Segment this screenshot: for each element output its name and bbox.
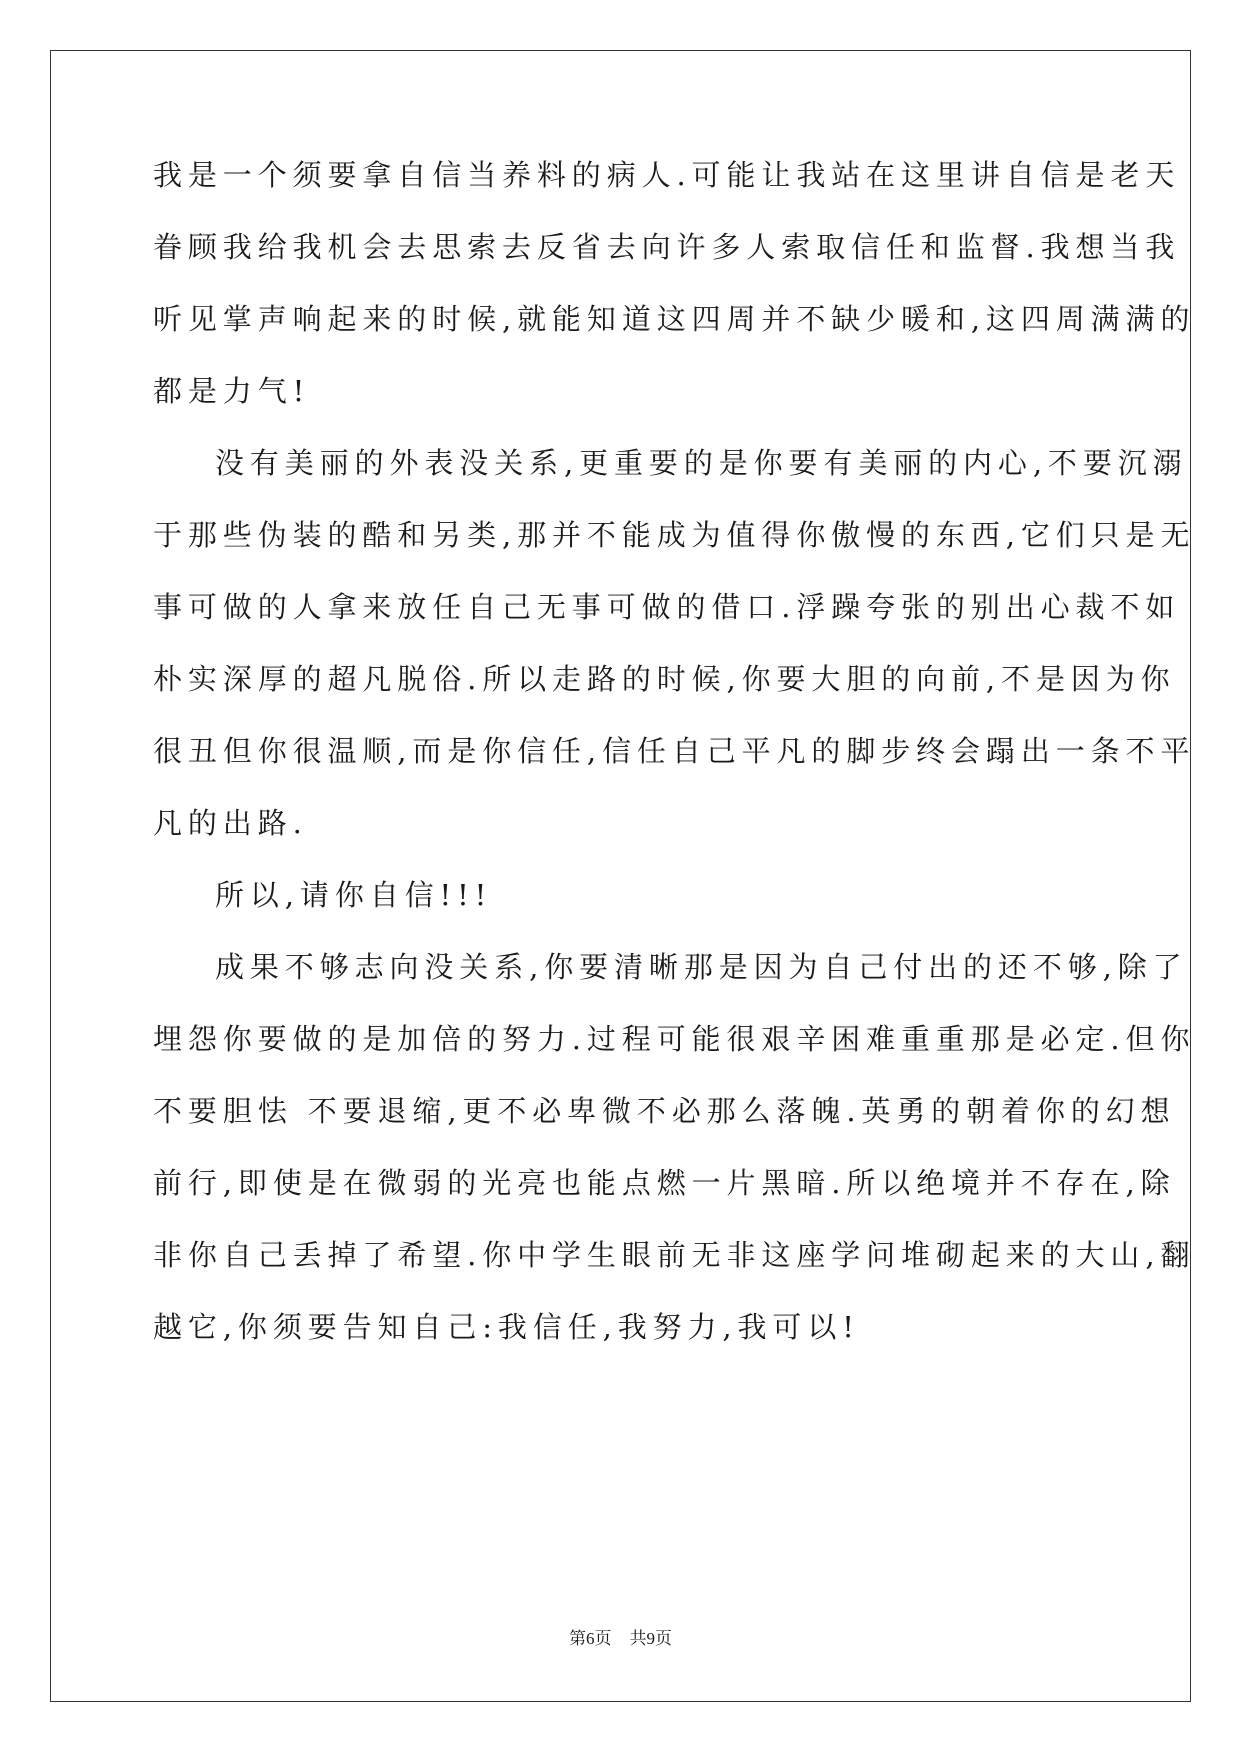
text-line: 很丑但你很温顺,而是你信任,信任自己平凡的脚步终会蹋出一条不平 (153, 734, 1196, 768)
text-line: 我是一个须要拿自信当养料的病人.可能让我站在这里讲自信是老天 (153, 158, 1181, 192)
total-prefix: 共 (629, 1629, 647, 1649)
document-body (153, 155, 1196, 1379)
page-footer (0, 1624, 1241, 1649)
page-suffix: 页 (594, 1629, 612, 1649)
text-line: 不要胆怯 不要退缩,更不必卑微不必那么落魄.英勇的朝着你的幻想 (153, 1094, 1176, 1128)
total-pages: 9 (646, 1629, 655, 1648)
text-line: 都是力气! (153, 374, 311, 408)
text-line: 朴实深厚的超凡脱俗.所以走路的时候,你要大胆的向前,不是因为你 (153, 662, 1176, 696)
text-line: 凡的出路. (153, 806, 308, 840)
total-suffix: 页 (655, 1629, 672, 1649)
text-line: 于那些伪装的酷和另类,那并不能成为值得你傲慢的东西,它们只是无 (153, 518, 1196, 552)
page-prefix: 第 (569, 1629, 586, 1649)
text-line: 前行,即使是在微弱的光亮也能点燃一片黑暗.所以绝境并不存在,除 (153, 1166, 1176, 1200)
text-line: 所以,请你自信!!! (215, 878, 493, 912)
text-line: 没有美丽的外表没关系,更重要的是你要有美丽的内心,不要沉溺 (215, 446, 1188, 480)
text-line: 听见掌声响起来的时候,就能知道这四周并不缺少暖和,这四周满满的 (153, 302, 1196, 336)
text-line: 事可做的人拿来放任自己无事可做的借口.浮躁夸张的别出心裁不如 (153, 590, 1181, 624)
text-line: 越它,你须要告知自己:我信任,我努力,我可以! (153, 1310, 860, 1344)
text-line: 成果不够志向没关系,你要清晰那是因为自己付出的还不够,除了 (215, 950, 1188, 984)
page-number: 6 (586, 1629, 595, 1648)
text-line: 埋怨你要做的是加倍的努力.过程可能很艰辛困难重重那是必定.但你 (153, 1022, 1196, 1056)
text-line: 非你自己丢掉了希望.你中学生眼前无非这座学问堆砌起来的大山,翻 (153, 1238, 1196, 1272)
text-line: 眷顾我给我机会去思索去反省去向许多人索取信任和监督.我想当我 (153, 230, 1181, 264)
